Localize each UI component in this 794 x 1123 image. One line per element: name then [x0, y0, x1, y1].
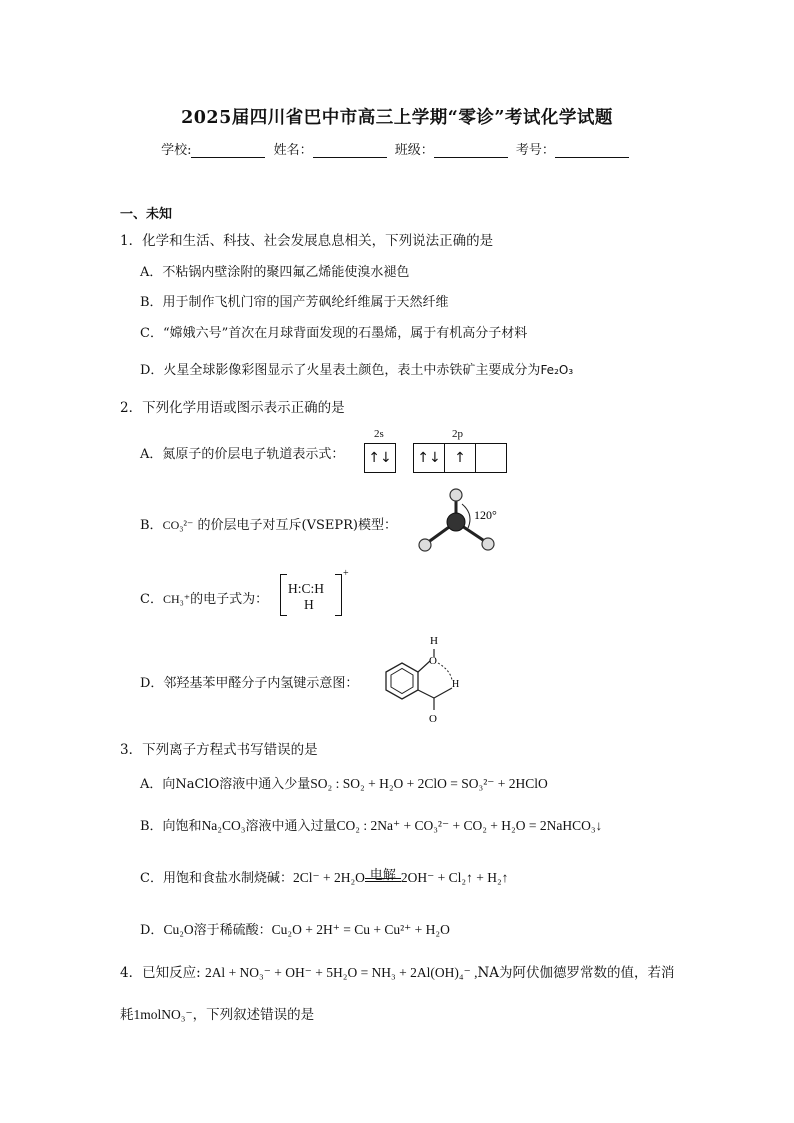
q2-option-b-prefix: B．	[140, 518, 163, 533]
q1-stem: 1．化学和生活、科技、社会发展息息相关，下列说法正确的是	[120, 233, 494, 249]
q3-stem: 3．下列离子方程式书写错误的是	[120, 742, 318, 758]
q3-option-b	[140, 815, 602, 834]
hydrogen-bond-diagram	[372, 630, 472, 725]
section-heading: 一、未知	[120, 207, 173, 222]
q3-option-d-formula: Cu₂O	[163, 922, 194, 937]
q4-line2-a: 耗	[120, 1007, 134, 1023]
q3-option-d-text: 溶于稀硫酸：	[193, 923, 272, 938]
q3-option-b-formula: Na₂CO₃	[201, 818, 246, 833]
q1-option-d	[140, 359, 573, 378]
q2-option-a: A．氮原子的价层电子轨道表示式：	[140, 447, 345, 462]
student-info-line	[0, 139, 794, 158]
q3-option-d	[140, 919, 450, 938]
q4-line2-b: ，下列叙述错误的是	[192, 1007, 315, 1023]
q2-option-c-formula: CH₃⁺	[162, 592, 191, 606]
q3-option-b-text: B．向饱和	[140, 819, 202, 834]
q2-option-b-text: 的价层电子对互斥(VSEPR)模型：	[197, 518, 397, 533]
electrolysis-condition	[365, 868, 401, 883]
q3-option-a-text: A．向NaClO溶液中通入少量	[140, 777, 311, 792]
lewis-top-row: H:C:H	[288, 581, 325, 596]
orbital-cell	[476, 444, 506, 472]
school-label: 学校:	[161, 143, 192, 158]
q1-option-b: B．用于制作飞机门帘的国产芳砜纶纤维属于天然纤维	[140, 295, 449, 310]
q2-option-c-prefix: C．	[140, 592, 163, 607]
q2-option-d: D．邻羟基苯甲醛分子内氢键示意图：	[140, 676, 359, 691]
name-blank[interactable]	[313, 143, 387, 158]
q4-line2	[120, 1003, 314, 1023]
q4-equation: 2Al + NO₃⁻ + OH⁻ + 5H₂O = NH₃ + 2Al(OH)₄⁻ ,	[204, 965, 478, 980]
lewis-structure	[280, 568, 349, 614]
lewis-charge: +	[343, 568, 349, 579]
lewis-bracket-right	[335, 574, 342, 616]
q4-stem-a: 4．已知反应:	[120, 965, 201, 981]
q2-stem: 2．下列化学用语或图示表示正确的是	[120, 400, 345, 416]
q2-option-b	[140, 514, 397, 533]
orbital-cell: ↑	[445, 444, 476, 472]
vsepr-angle-label: 120°	[474, 508, 497, 522]
exam-title: 2025届四川省巴中市高三上学期“零诊”考试化学试题	[181, 108, 613, 128]
q1-option-c: C．“嫦娥六号”首次在月球背面发现的石墨烯，属于有机高分子材料	[140, 326, 528, 341]
vsepr-model-diagram	[410, 484, 520, 556]
q2-option-b-formula: CO₃²⁻	[162, 518, 194, 532]
q3-option-b-eq: CO₂ : 2Na⁺ + CO₃²⁻ + CO₂ + H₂O = 2NaHCO₃↓	[336, 818, 603, 833]
exam-no-label: 考号：	[515, 143, 555, 158]
q2-option-c	[140, 588, 268, 607]
q4-stem	[120, 961, 675, 981]
exam-no-blank[interactable]	[555, 143, 629, 158]
q3-option-b-text2: 溶液中通入过量	[245, 819, 337, 834]
q2-option-c-text: 的电子式为：	[190, 592, 269, 607]
atom-h-right: H	[452, 679, 460, 690]
q1-option-d-formula: Fe₂O₃	[540, 363, 574, 377]
q3-option-c-eq-right: 2OH⁻ + Cl₂↑ + H₂↑	[400, 870, 509, 885]
q4-line2-formula: 1molNO₃⁻	[133, 1007, 193, 1022]
orbital-box-2p	[413, 443, 507, 473]
q1-option-d-text: D．火星全球影像彩图显示了火星表土颜色，表土中赤铁矿主要成分为	[140, 363, 541, 378]
orbital-cell: ↑↓	[414, 444, 445, 472]
q3-option-c-eq-left: 2Cl⁻ + 2H₂O	[292, 870, 365, 885]
orbital-label-2p: 2p	[452, 428, 463, 440]
lewis-bracket-left	[280, 574, 287, 616]
condition-label: 电解	[369, 868, 396, 883]
atom-o-bottom: O	[429, 713, 437, 725]
q3-option-c	[140, 867, 508, 886]
q1-option-a: A．不粘锅内壁涂附的聚四氟乙烯能使溴水褪色	[140, 265, 410, 280]
q4-stem-b: NA为阿伏伽德罗常数的值，若消	[477, 965, 675, 981]
q3-option-d-eq: Cu₂O + 2H⁺ = Cu + Cu²⁺ + H₂O	[271, 922, 450, 937]
orbital-cell: ↑↓	[368, 450, 392, 466]
atom-h-top: H	[430, 635, 438, 647]
class-blank[interactable]	[434, 143, 508, 158]
class-label: 班级：	[394, 143, 434, 158]
school-blank[interactable]	[191, 143, 265, 158]
q3-option-d-prefix: D．	[140, 923, 164, 938]
q3-option-a-eq: SO₂ : SO₂ + H₂O + 2ClO = SO₃²⁻ + 2HClO	[310, 776, 548, 791]
lewis-bottom-h: H	[304, 597, 314, 612]
orbital-label-2s: 2s	[374, 428, 384, 440]
orbital-box-2s	[364, 443, 396, 473]
name-label: 姓名：	[273, 143, 313, 158]
atom-o-top: O	[429, 655, 437, 667]
q3-option-c-text: C．用饱和食盐水制烧碱：	[140, 871, 293, 886]
q3-option-a	[140, 773, 548, 792]
